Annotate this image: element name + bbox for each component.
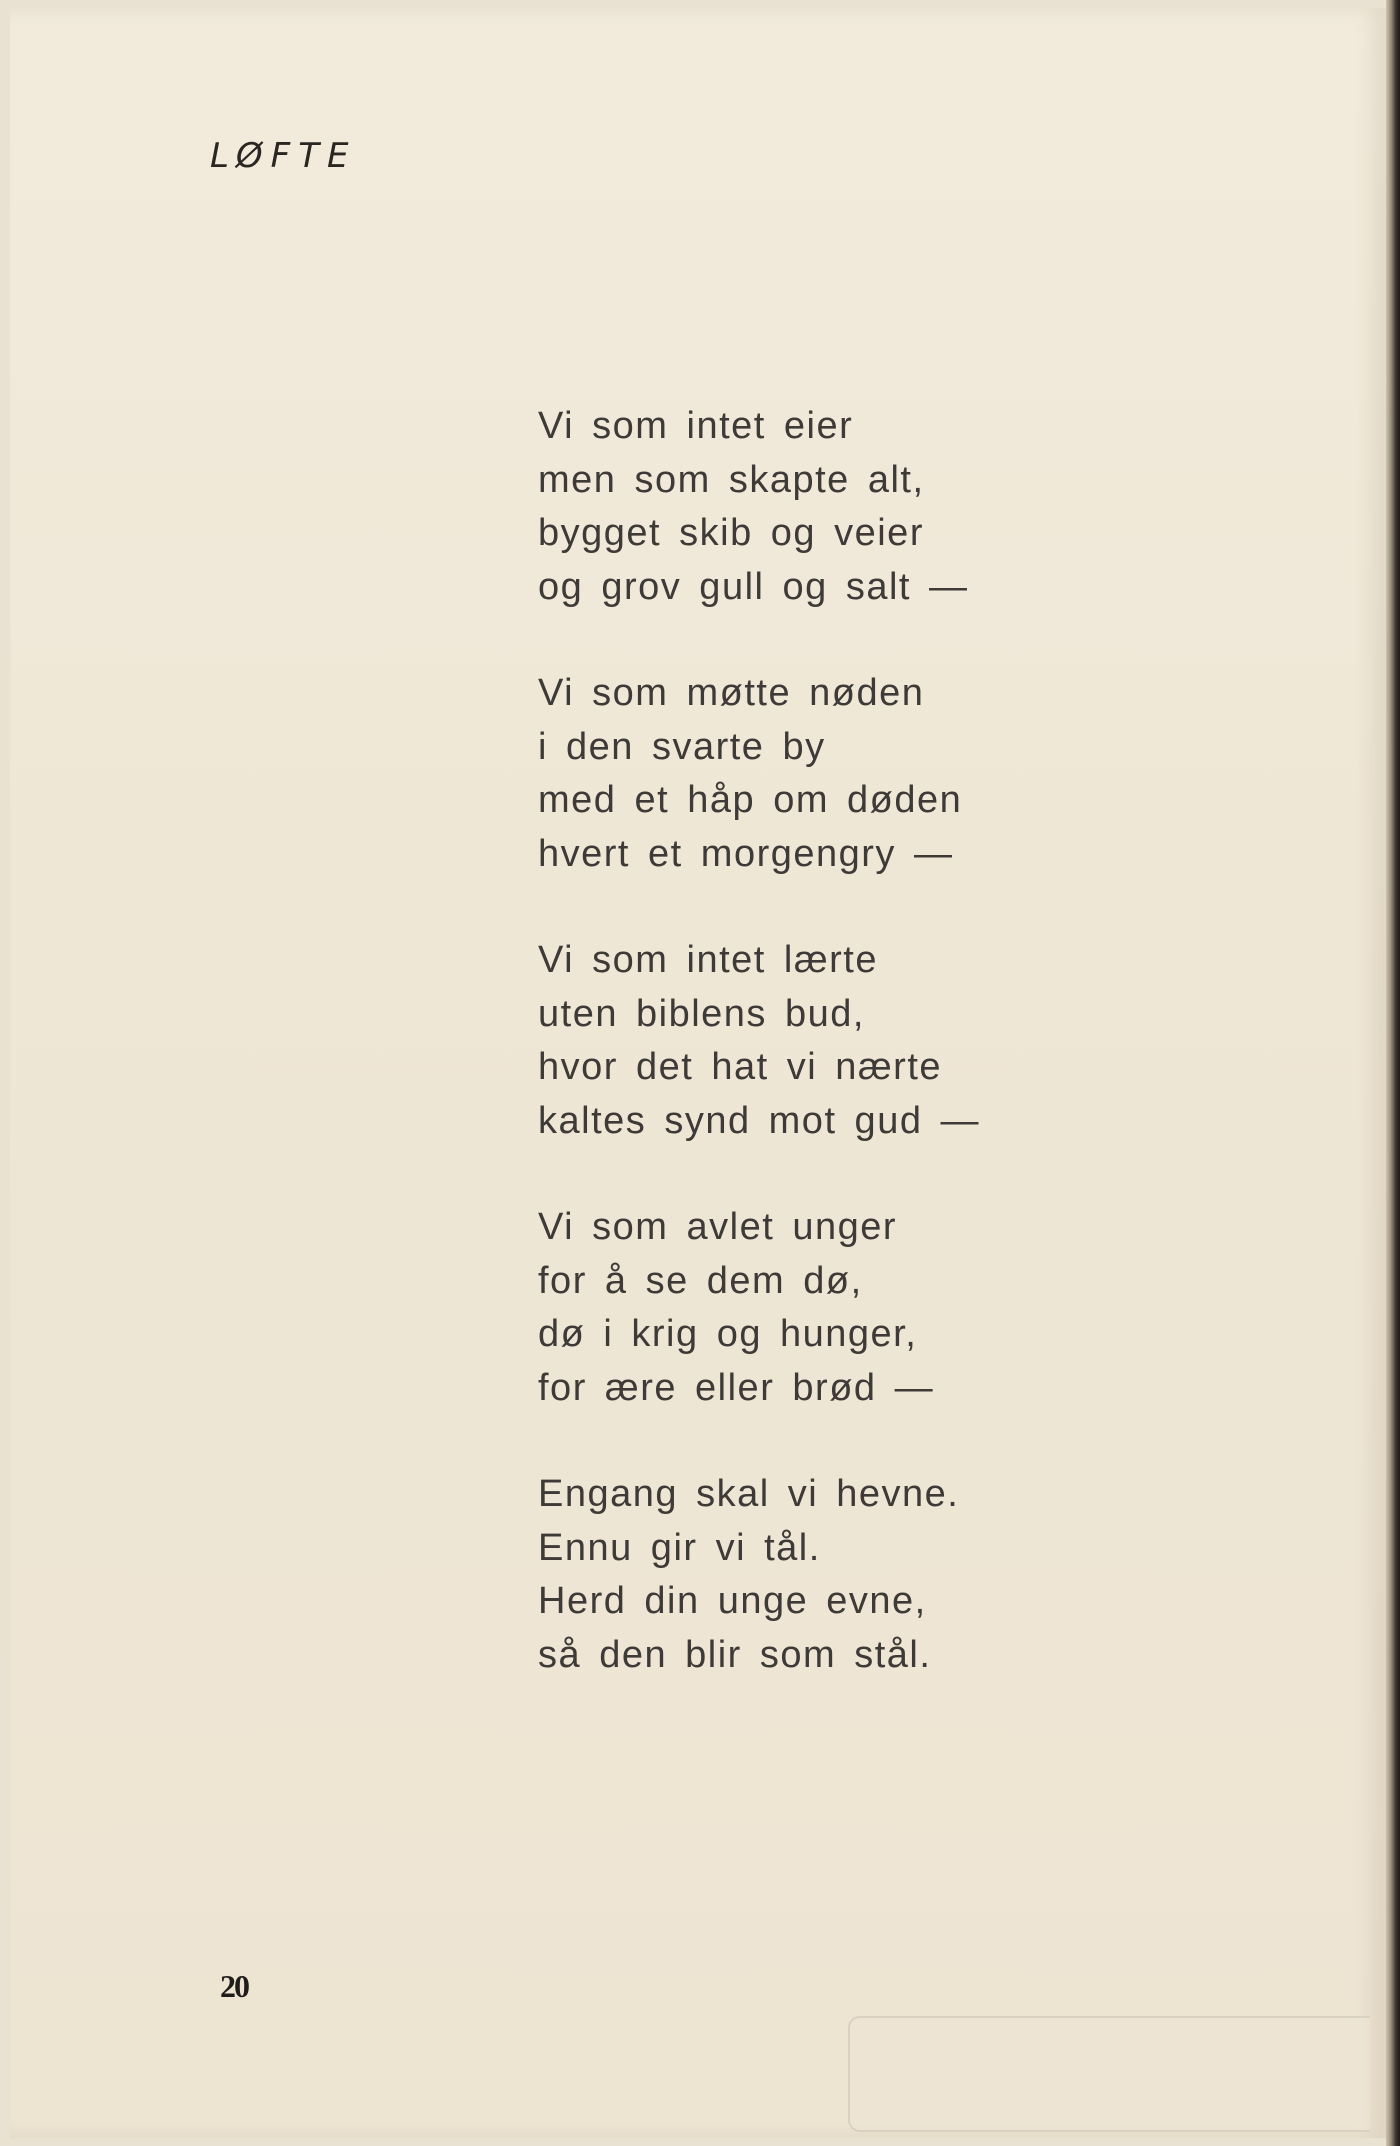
book-page [10,8,1386,2138]
poem-line: Engang skal vi hevne. [538,1473,960,1515]
poem-line: bygget skib og veier [538,512,924,554]
poem-line: i den svarte by [538,725,826,768]
stanza-1 [538,400,1238,614]
poem [538,400,1238,1735]
poem-line: hvor det hat vi nærte [538,1046,943,1088]
poem-line: Vi som intet eier [538,405,854,447]
poem-line: dø i krig og hunger, [538,1313,918,1355]
stanza-2 [538,667,1238,881]
stanza-4 [538,1201,1238,1415]
poem-line: for ære eller brød — [538,1366,935,1409]
poem-line: Vi som avlet unger [538,1206,898,1248]
poem-line: for å se dem dø, [538,1259,863,1302]
paper-tab-mark [848,2016,1370,2132]
running-head: LØFTE [210,136,357,176]
poem-line: uten biblens bud, [538,992,865,1035]
poem-line: Ennu gir vi tål. [538,1526,821,1569]
poem-line: men som skapte alt, [538,458,925,501]
poem-line: Herd din unge evne, [538,1580,927,1622]
poem-line: og grov gull og salt — [538,565,969,608]
poem-line: Vi som intet lærte [538,939,878,981]
book-spine-edge [1386,0,1400,2146]
stanza-3 [538,934,1238,1148]
poem-line: hvert et morgengry — [538,832,954,875]
poem-line: med et håp om døden [538,779,963,821]
page-number: 20 [220,1968,248,2004]
stanza-5 [538,1468,1238,1682]
poem-line: så den blir som stål. [538,1633,932,1676]
poem-line: Vi som møtte nøden [538,672,925,714]
poem-line: kaltes synd mot gud — [538,1099,981,1142]
